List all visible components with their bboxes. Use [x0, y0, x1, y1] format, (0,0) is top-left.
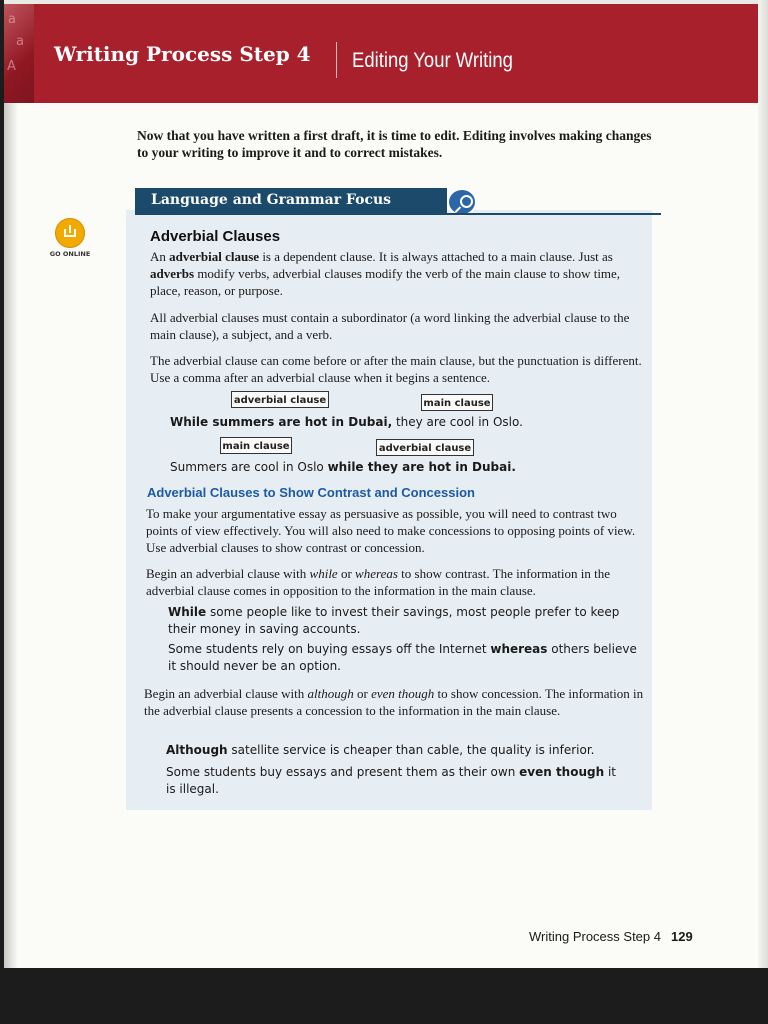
step-subtitle: Editing Your Writing — [352, 49, 513, 72]
adverbial-definition-paragraph: An adverbial clause is a dependent clause. It is always attached to a main clause. Just as adverbs modify verbs, adverbial clauses modify the verb of the main clause to show time, place, reason, or purpose. — [150, 249, 621, 298]
contrast-paragraph: Begin an adverbial clause with while or whereas to show contrast. The information in the adverbial clause comes in opposition to the information in the main clause. — [146, 566, 610, 598]
chapter-header-bar — [4, 0, 768, 103]
concession-paragraph: Begin an adverbial clause with although or even though to show concession. The information in the adverbial clause presents a concession to the information in the main clause. — [144, 686, 644, 718]
argumentative-essay-paragraph: To make your argumentative essay as persuasive as possible, you will need to contrast two points of view effectively. You will also need to make concessions to opposing points of view. Use adverbial clauses to show contrast or concession. — [146, 506, 636, 555]
header-decoration: a a A — [4, 4, 34, 103]
adverbial-clause-label: adverbial clause — [376, 439, 474, 456]
main-clause-label: main clause — [220, 437, 292, 454]
adverbial-clause-label: adverbial clause — [231, 391, 329, 408]
page-gutter-shadow — [4, 0, 18, 968]
page-footer — [529, 929, 693, 944]
go-online-button[interactable] — [48, 218, 92, 258]
intro-paragraph: Now that you have written a first draft, it is time to edit. Editing involves making changes to your writing to improve it and to correct mistakes. — [137, 128, 652, 160]
example-sentence-4: Some students rely on buying essays off the Internet whereas others believe it should never be an option. — [168, 642, 637, 673]
header-divider — [336, 42, 337, 78]
section-heading: Adverbial Clauses — [150, 228, 281, 245]
page-right-edge — [758, 0, 768, 968]
example-sentence-1: While summers are hot in Dubai, they are cool in Oslo. — [170, 415, 523, 429]
grammar-focus-rule — [135, 213, 661, 215]
example-sentence-3: While some people like to invest their savings, most people prefer to keep their money in saving accounts. — [168, 605, 620, 636]
main-clause-label: main clause — [421, 394, 493, 411]
contrast-concession-subheading: Adverbial Clauses to Show Contrast and Concession — [147, 485, 475, 500]
example-sentence-5: Although satellite service is cheaper than cable, the quality is inferior. — [166, 743, 595, 757]
subordinator-paragraph: All adverbial clauses must contain a subordinator (a word linking the adverbial clause to the main clause), a subject, and a verb. — [150, 310, 630, 342]
punctuation-paragraph: The adverbial clause can come before or after the main clause, but the punctuation is different. Use a comma after an adverbial clause when it begins a sentence. — [150, 353, 642, 385]
grammar-focus-tab: Language and Grammar Focus — [135, 188, 447, 213]
example-sentence-6: Some students buy essays and present them as their own even though it is illegal. — [166, 765, 617, 796]
page-number: 129 — [670, 929, 693, 944]
footer-label: Writing Process Step 4 — [529, 929, 661, 944]
example-sentence-2: Summers are cool in Oslo while they are hot in Dubai. — [170, 460, 516, 474]
magnifier-icon — [447, 188, 477, 216]
step-title: Writing Process Step 4 — [54, 42, 311, 66]
go-online-label: GO ONLINE — [49, 250, 91, 258]
go-online-icon — [55, 218, 85, 248]
textbook-page — [4, 0, 768, 968]
